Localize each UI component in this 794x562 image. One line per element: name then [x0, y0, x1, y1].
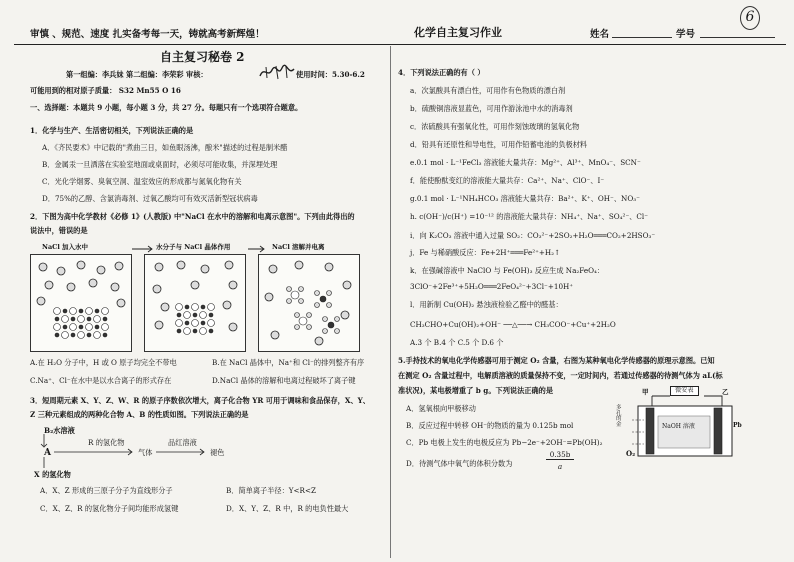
q3-option-d: D．X、Y、Z、R 中，R 的电负性最大 [226, 504, 349, 513]
atomic-masses: 可能用到的相对原子质量： S32 Mn55 O 16 [30, 86, 181, 95]
q3-flow-a: A [44, 448, 51, 458]
q4-stem: 4．下列说法正确的有（ ） [398, 68, 485, 77]
q5-fraction-numerator: 0.35b [546, 450, 574, 460]
q4-item-l-eq: CH₃CHO+Cu(OH)₂+OH⁻ ──△──→ CH₃COO⁻+Cu⁺+2H₂O [410, 320, 616, 329]
dissolution-image-3 [259, 255, 359, 351]
q5-electrode-right: 乙 [722, 388, 729, 396]
id-blank[interactable] [700, 37, 775, 38]
name-blank[interactable] [612, 37, 672, 38]
q2-stem-1: 2．下图为高中化学教材《必修 1》(人教版) 中"NaCl 在水中的溶解和电离示意图"。下列由此得出的 [30, 212, 355, 221]
q3-flow-gas: 气体 [138, 448, 153, 457]
q2-panel-2 [144, 254, 246, 352]
q4-item-f: f．能使酚酞变红的溶液能大量共存：Ca²⁺、Na⁺、ClO⁻、I⁻ [410, 176, 605, 185]
q2-option-a: A.在 H₂O 分子中，H 或 O 原子均完全不带电 [30, 358, 177, 367]
q5-stem-3: 准状况)，某电极增重了 b g。下列说法正确的是 [398, 386, 554, 395]
column-divider [390, 46, 391, 558]
q5-option-d: D．待测气体中氧气的体积分数为 [406, 459, 513, 468]
q3-flow-arrows [40, 434, 220, 472]
q2-option-d: D.NaCl 晶体的溶解和电离过程破坏了离子键 [212, 376, 356, 385]
q3-option-b: B．简单离子半径：Y<R<Z [226, 486, 316, 495]
q5-stem-1: 5.手持技术的氧电化学传感器可用于测定 O₂ 含量，右图为某种氧电化学传感器的原理示意图。已知 [398, 356, 715, 365]
q4-item-k-eq: 3ClO⁻+2Fe³⁺+5H₂O═══2FeO₄²⁻+3Cl⁻+10H⁺ [410, 282, 574, 291]
q2-option-c: C.Na⁺、Cl⁻在水中是以水合离子的形式存在 [30, 376, 172, 385]
q3-flow-xh: X 的氢化物 [34, 470, 71, 479]
q3-flow-b2: B₂水溶液 [44, 426, 75, 435]
header-motto: 审慎 、规范、速度 扎实备考每一天，铸就高考新辉煌！ [30, 29, 265, 40]
q5-side-label: 多孔的金 [616, 405, 622, 428]
q1-option-a: A．《齐民要术》中记载的"煮曲三日，如鱼眼汤沸，酿米"描述的过程是制米醋 [42, 143, 288, 152]
authors: 第一组编：李兵妹 第二组编：李荣彩 审核： [66, 70, 208, 79]
q4-item-j: j．Fe 与稀硝酸反应：Fe+2H⁺═══Fe²⁺+H₂↑ [410, 248, 561, 257]
q3-flow-fade: 褪色 [210, 448, 225, 457]
q5-o2-label: O₂ [626, 449, 636, 458]
header-title: 化学自主复习作业 [414, 26, 502, 39]
q5-option-b: B．反应过程中转移 OH⁻的物质的量为 0.125b mol [406, 421, 574, 430]
q2-panel-1 [30, 254, 132, 352]
q3-stem-2: Z 三种元素组成的两种化合物 A、B 的性质如图。下列说法正确的是 [30, 410, 249, 419]
q4-item-h: h. c(OH⁻)/c(H⁺) =10⁻¹² 的溶液能大量共存：NH₄⁺、Na⁺、SO₄²⁻、Cl⁻ [410, 212, 649, 221]
q3-flow-rh: R 的氢化物 [88, 438, 125, 447]
q2-option-b: B.在 NaCl 晶体中，Na⁺和 Cl⁻的排列整齐有序 [212, 358, 365, 367]
q4-item-i: i．向 K₂CO₃ 溶液中通入过量 SO₂：CO₃²⁻+2SO₂+H₂O═══CO₂+2HSO₃⁻ [410, 231, 656, 240]
q4-item-b: b．硫酸铜溶液显蓝色，可用作游泳池中水的消毒剂 [410, 104, 573, 113]
q5-pb-label: Pb [733, 422, 742, 429]
q1-option-b: B．金属汞一旦洒落在实验室地面或桌面时，必须尽可能收集，并深埋处理 [42, 160, 278, 169]
q3-option-c: C．X、Z、R 的氢化物分子间均能形成氢键 [40, 504, 179, 513]
name-label: 姓名 [590, 29, 610, 40]
q5-sensor-figure [616, 386, 742, 468]
q3-flow-pinhong: 品红溶液 [168, 438, 197, 447]
signature-image [258, 64, 296, 80]
q5-microammeter: 微安表 [670, 386, 699, 396]
q2-fig-label-3: NaCl 溶解并电离 [272, 243, 325, 251]
q2-arrows [130, 245, 390, 253]
q1-option-d: D．75%的乙醇、含氯消毒剂、过氧乙酸均可有效灭活新型冠状病毒 [42, 194, 258, 203]
q2-stem-2: 说法中，错误的是 [30, 226, 88, 235]
page-number: 6 [740, 6, 760, 30]
q4-item-e: e.0.1 mol · L⁻¹FeCl₃ 溶液能大量共存：Mg²⁺、Al³⁺、MnO₄⁻、SCN⁻ [410, 158, 641, 167]
header-divider [14, 44, 786, 45]
usage-date: 使用时间：5.30-6.2 [296, 70, 365, 79]
reviewer-signature [258, 64, 296, 84]
q3-option-a: A．X、Z 形成的三原子分子为直线形分子 [40, 486, 173, 495]
q2-fig-label-2: 水分子与 NaCl 晶体作用 [156, 243, 231, 251]
q3-stem-1: 3．短周期元素 X、Y、Z、W、R 的原子序数依次增大，离子化合物 YR 可用于调味和食品保存，X、Y、 [30, 396, 370, 405]
q4-options: A.3 个 B.4 个 C.5 个 D.6 个 [410, 338, 504, 347]
id-label: 学号 [676, 29, 696, 40]
q4-item-k: k．在强碱溶液中 NaClO 与 Fe(OH)₃ 反应生成 Na₂FeO₄： [410, 266, 605, 275]
q4-item-l: l．用新制 Cu(OH)₂ 悬浊液检验乙醛中的醛基： [410, 300, 563, 309]
q5-electrode-left: 甲 [642, 388, 649, 396]
q5-fraction-denominator: a [557, 462, 563, 471]
q5-option-a: A．氢氧根向甲极移动 [406, 404, 476, 413]
q4-item-g: g.0.1 mol · L⁻¹NH₄HCO₃ 溶液能大量共存：Ba²⁺、K⁺、OH⁻、NO₃⁻ [410, 194, 640, 203]
q5-solution-label: NaOH 溶液 [662, 423, 695, 430]
q4-item-c: c．浓硫酸具有强氧化性，可用作刻蚀玻璃的氢氧化物 [410, 122, 580, 131]
q2-fig-label-1: NaCl 加入水中 [42, 243, 89, 251]
section-heading: 一、选择题：本题共 9 小题，每小题 3 分，共 27 分。每题只有一个选项符合题意。 [30, 103, 303, 112]
q1-option-c: C．光化学烟雾、臭氧空洞、温室效应的形成都与氮氧化物有关 [42, 177, 242, 186]
q1-stem: 1．化学与生产、生活密切相关，下列说法正确的是 [30, 126, 194, 135]
q5-stem-2: 在测定 O₂ 含量过程中，电解质溶液的质量保持不变，一定时间内，若通过传感器的待测气体为 aL(标 [398, 371, 723, 380]
q5-option-c: C．Pb 电极上发生的电极反应为 Pb−2e⁻+2OH⁻=Pb(OH)₂ [406, 438, 603, 447]
q4-item-a: a．次氯酸具有漂白性，可用作有色物质的漂白剂 [410, 86, 566, 95]
q4-item-d: d．铅具有还原性和导电性，可用作铅蓄电池的负极材料 [410, 140, 588, 149]
q2-panel-3 [258, 254, 360, 352]
exam-title: 自主复习秘卷 2 [160, 50, 245, 64]
dissolution-image-2 [145, 255, 245, 351]
dissolution-image-1 [31, 255, 131, 351]
